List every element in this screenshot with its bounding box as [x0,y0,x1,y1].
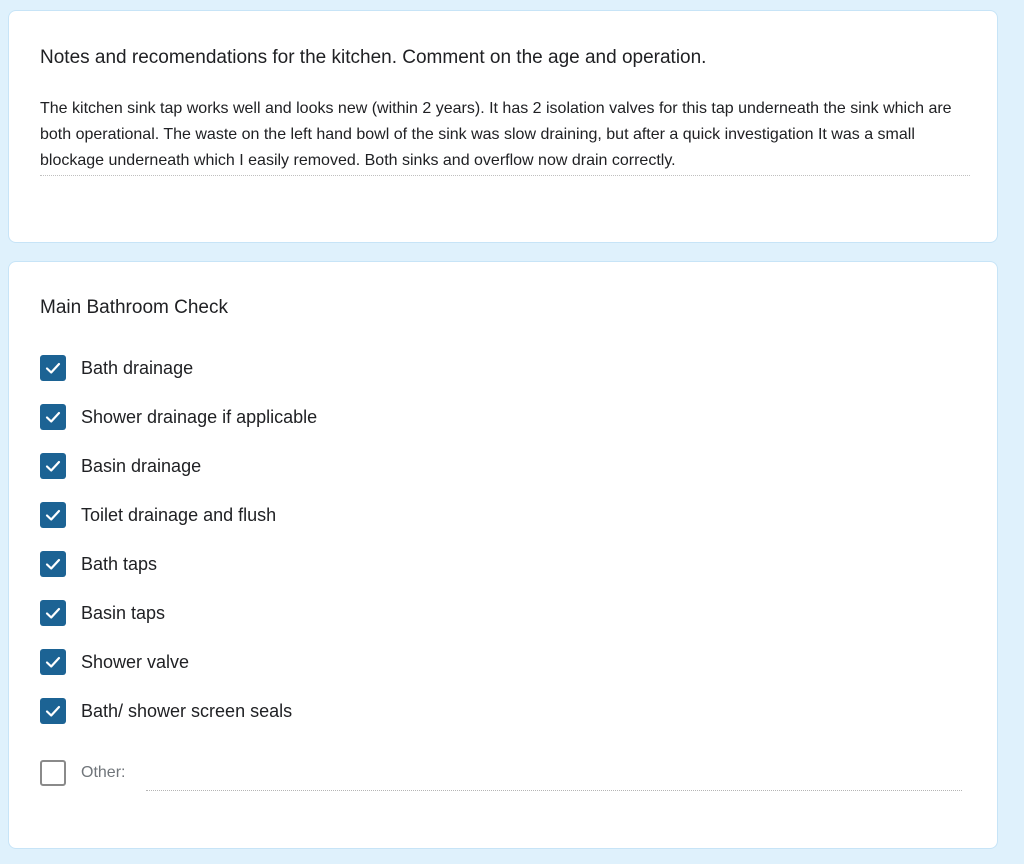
option-other[interactable] [40,760,125,786]
option-basin-drainage[interactable] [40,453,201,479]
check-icon [44,506,62,524]
kitchen-notes-question-title: Notes and recomendations for the kitchen. Comment on the age and operation. [40,47,707,68]
option-bath-drainage[interactable] [40,355,193,381]
checkbox-checked[interactable] [40,649,66,675]
checkbox-checked[interactable] [40,453,66,479]
checkbox-checked[interactable] [40,404,66,430]
option-label: Toilet drainage and flush [81,505,277,525]
check-icon [44,702,62,720]
checkbox-checked[interactable] [40,698,66,724]
option-label: Basin taps [81,603,166,623]
check-icon [44,457,62,475]
check-icon [44,555,62,573]
option-basin-taps[interactable] [40,600,165,626]
option-label: Bath taps [81,554,158,574]
other-label: Other: [81,764,126,781]
checkbox-checked[interactable] [40,502,66,528]
option-label: Shower valve [81,652,190,672]
option-shower-valve[interactable] [40,649,189,675]
kitchen-notes-card [8,10,998,243]
option-label: Basin drainage [81,456,202,476]
bathroom-check-card [8,261,998,849]
check-icon [44,408,62,426]
option-label: Shower drainage if applicable [81,407,318,427]
checkbox-checked[interactable] [40,600,66,626]
check-icon [44,653,62,671]
checkbox-unchecked[interactable] [40,760,66,786]
option-shower-drainage[interactable] [40,404,317,430]
option-label: Bath drainage [81,358,194,378]
check-icon [44,359,62,377]
checkbox-checked[interactable] [40,551,66,577]
kitchen-notes-answer-field[interactable]: The kitchen sink tap works well and looks new (within 2 years). It has 2 isolation valves for this tap underneath the sink which are both operational. The waste on the left hand bowl of the sink was slow draining, but after a quick investigation It was a small blockage underneath which I easily removed. Both sinks and overflow now drain correctly. [40,96,970,176]
option-toilet-drainage[interactable] [40,502,276,528]
option-screen-seals[interactable] [40,698,292,724]
option-bath-taps[interactable] [40,551,157,577]
other-text-input[interactable] [146,764,962,791]
checkbox-checked[interactable] [40,355,66,381]
option-label: Bath/ shower screen seals [81,701,293,721]
check-icon [44,604,62,622]
bathroom-check-question-title: Main Bathroom Check [40,297,228,318]
